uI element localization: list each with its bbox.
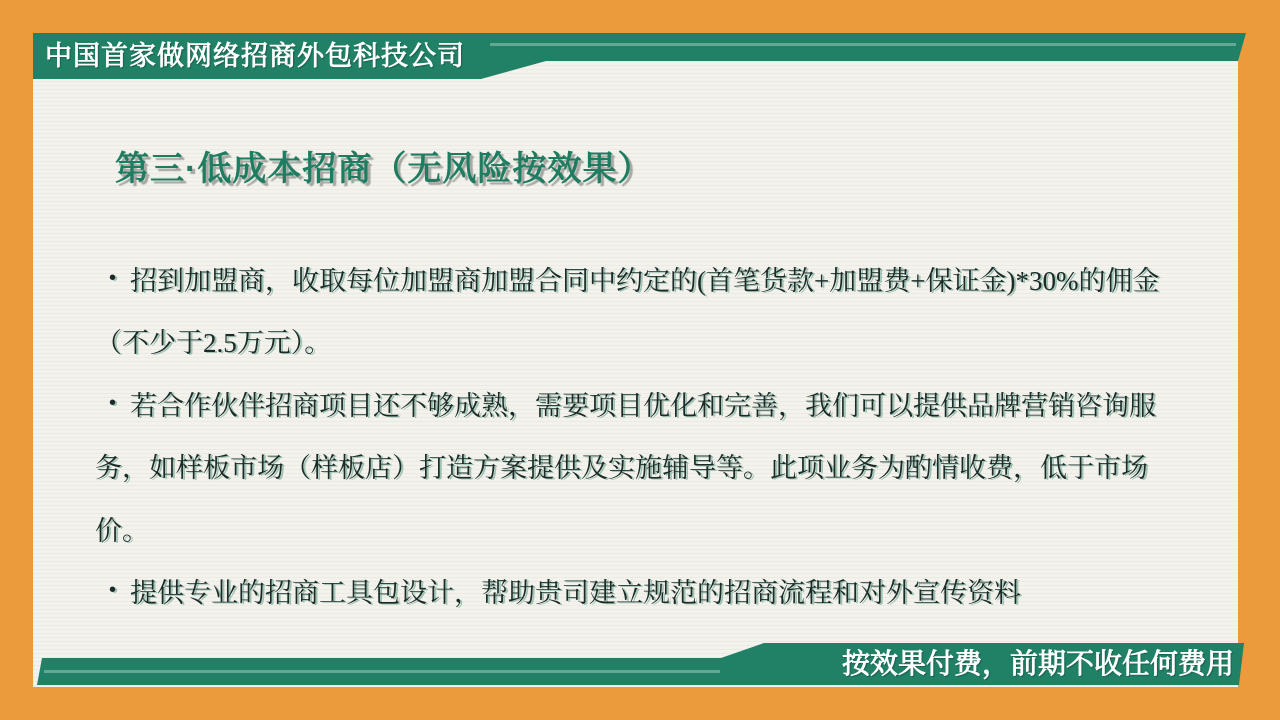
body-line bbox=[95, 497, 1195, 560]
body-line bbox=[95, 247, 1195, 310]
company-name-banner: 中国首家做网络招商外包科技公司 bbox=[45, 41, 465, 71]
body-line-text: 务，如样板市场（样板店）打造方案提供及实施辅导等。此项业务为酌情收费，低于市场 bbox=[95, 453, 1148, 484]
bullet-dot: • bbox=[109, 266, 117, 289]
footer-ribbon-highlight-line bbox=[44, 670, 720, 673]
slide-title: 第三·低成本招商（无风险按效果） bbox=[115, 150, 653, 188]
body-line bbox=[95, 435, 1195, 498]
footer-slogan: 按效果付费，前期不收任何费用 bbox=[841, 648, 1234, 679]
body-line-text: （不少于2.5万元）。 bbox=[95, 328, 332, 359]
slide-body bbox=[95, 247, 1195, 622]
body-line bbox=[95, 310, 1195, 373]
header-ribbon-highlight-line bbox=[490, 43, 1236, 46]
body-line-text: 招到加盟商，收取每位加盟商加盟合同中约定的(首笔货款+加盟费+保证金)*30%的佣金 bbox=[130, 265, 1160, 296]
body-line-text: 价。 bbox=[95, 515, 149, 546]
body-line bbox=[95, 560, 1195, 623]
bullet-dot: • bbox=[109, 391, 117, 414]
body-line bbox=[95, 372, 1195, 435]
body-line-text: 提供专业的招商工具包设计，帮助贵司建立规范的招商流程和对外宣传资料 bbox=[130, 578, 1022, 609]
bullet-dot: • bbox=[109, 579, 117, 602]
body-line-text: 若合作伙伴招商项目还不够成熟，需要项目优化和完善，我们可以提供品牌营销咨询服 bbox=[130, 390, 1157, 421]
